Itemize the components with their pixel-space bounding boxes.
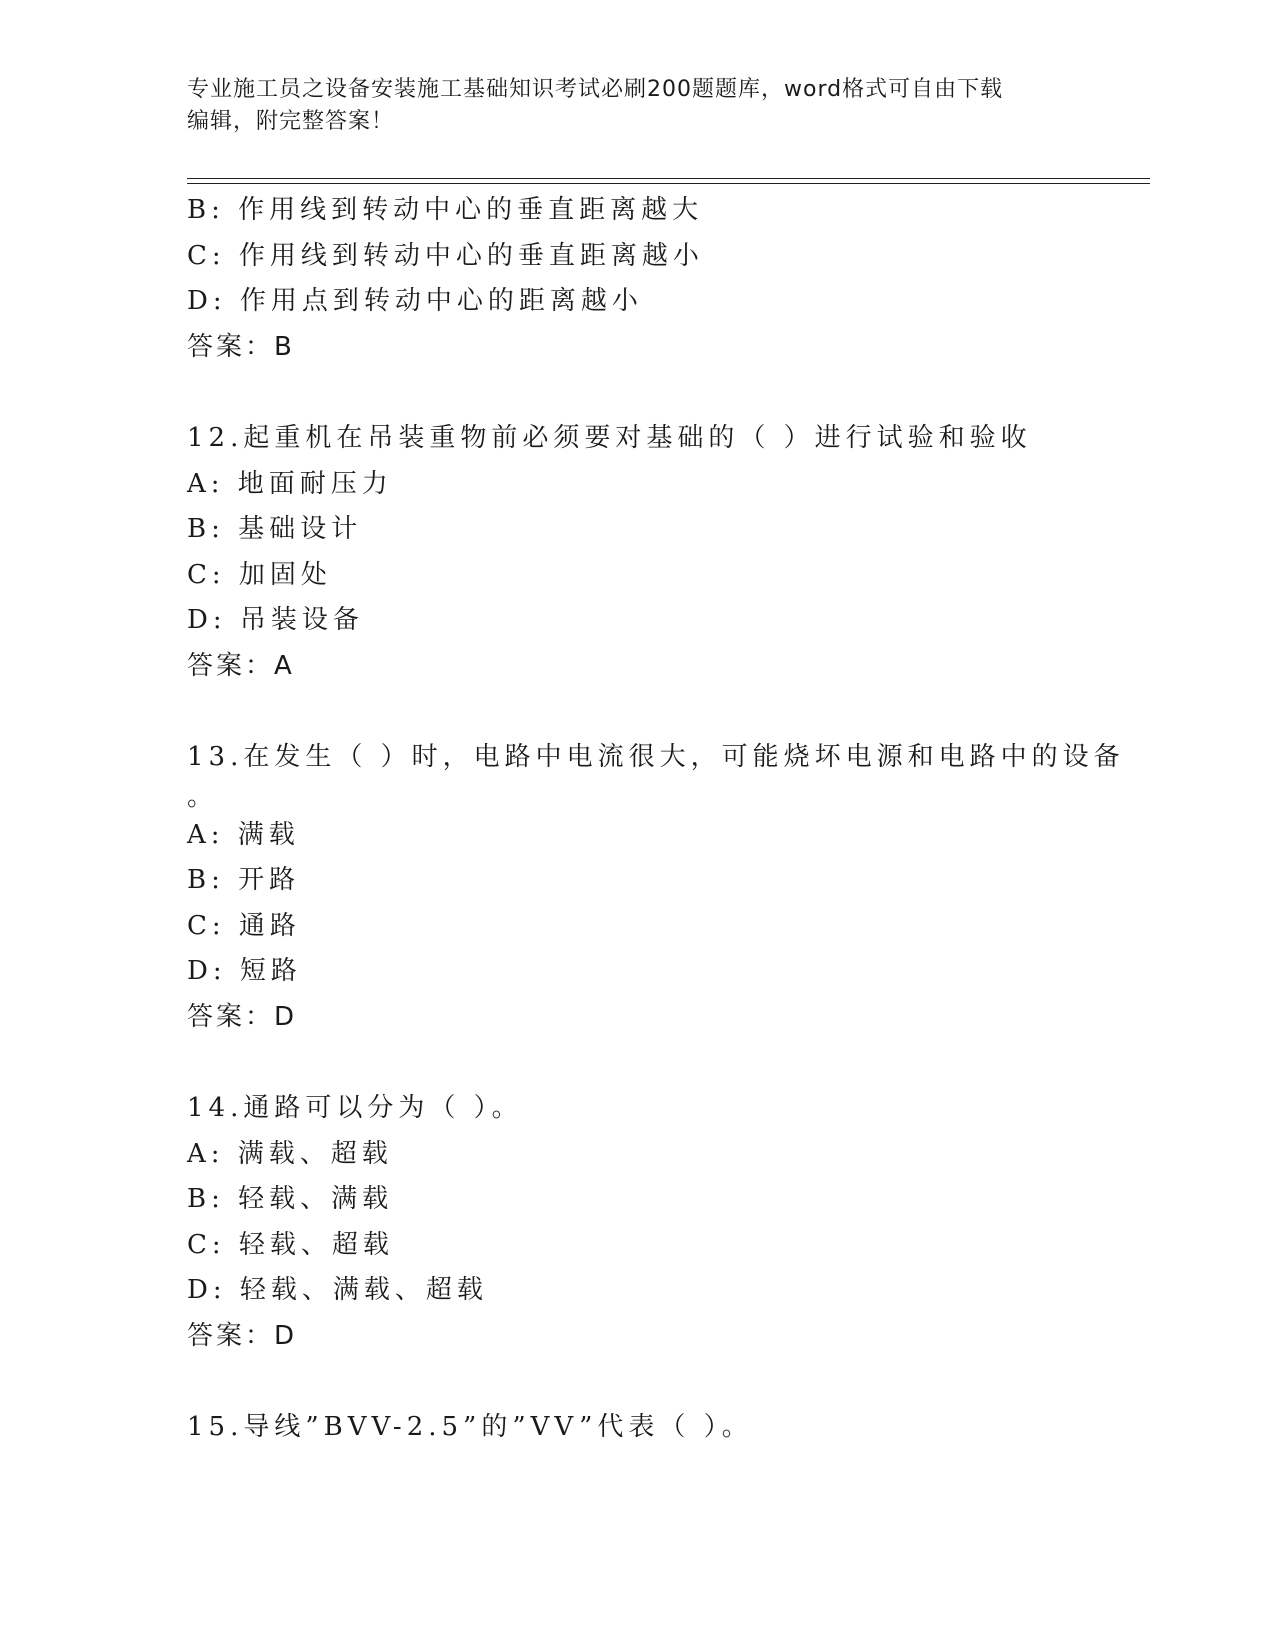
q13-option-d: D: 短路 <box>187 956 302 986</box>
question-14 <box>187 1086 1147 1359</box>
q11-option-b: B: 作用线到转动中心的垂直距离越大 <box>187 195 704 225</box>
question-15 <box>187 1405 1147 1451</box>
q14-option-b: B: 轻载、满载 <box>187 1184 394 1214</box>
q14-option-a: A: 满载、超载 <box>187 1138 393 1169</box>
q14-answer: 答案：D <box>187 1320 298 1351</box>
question-11 <box>187 188 1147 370</box>
q11-option-c: C: 作用线到转动中心的垂直距离越小 <box>187 240 704 271</box>
q11-option-d: D: 作用点到转动中心的距离越小 <box>187 286 643 316</box>
q14-option-c: C: 轻载、超载 <box>187 1229 394 1260</box>
header-divider-bottom <box>187 183 1150 184</box>
q12-question-text: 12.起重机在吊装重物前必须要对基础的（ ）进行试验和验收 <box>187 423 1032 453</box>
document-header <box>187 74 1067 138</box>
q14-question-text: 14.通路可以分为（ ）。 <box>187 1093 523 1123</box>
q13-option-a: A: 满载 <box>187 819 300 850</box>
q12-option-d: D: 吊装设备 <box>187 605 364 635</box>
q14-option-d: D: 轻载、满载、超载 <box>187 1275 488 1305</box>
header-divider-top <box>187 178 1150 179</box>
q12-option-a: A: 地面耐压力 <box>187 468 393 499</box>
header-title-line-1: 专业施工员之设备安装施工基础知识考试必刷200题题库，word格式可自由下载 <box>187 77 1004 102</box>
q13-question-tail: 。 <box>187 781 219 812</box>
question-12 <box>187 416 1147 689</box>
q13-option-b: B: 开路 <box>187 865 301 895</box>
q13-answer: 答案：D <box>187 1001 298 1032</box>
q11-answer: 答案：B <box>187 331 295 362</box>
q15-question-text: 15.导线”BVV-2.5”的”VV”代表（ ）。 <box>187 1412 753 1442</box>
question-list <box>187 188 1147 1451</box>
q13-option-c: C: 通路 <box>187 910 301 941</box>
q13-question-text: 13.在发生（ ）时，电路中电流很大，可能烧坏电源和电路中的设备 <box>187 742 1125 772</box>
header-title-line-2: 编辑，附完整答案！ <box>187 109 395 134</box>
q12-answer: 答案：A <box>187 650 295 681</box>
question-13 <box>187 735 1147 1040</box>
q12-option-b: B: 基础设计 <box>187 514 363 544</box>
q12-option-c: C: 加固处 <box>187 559 332 590</box>
